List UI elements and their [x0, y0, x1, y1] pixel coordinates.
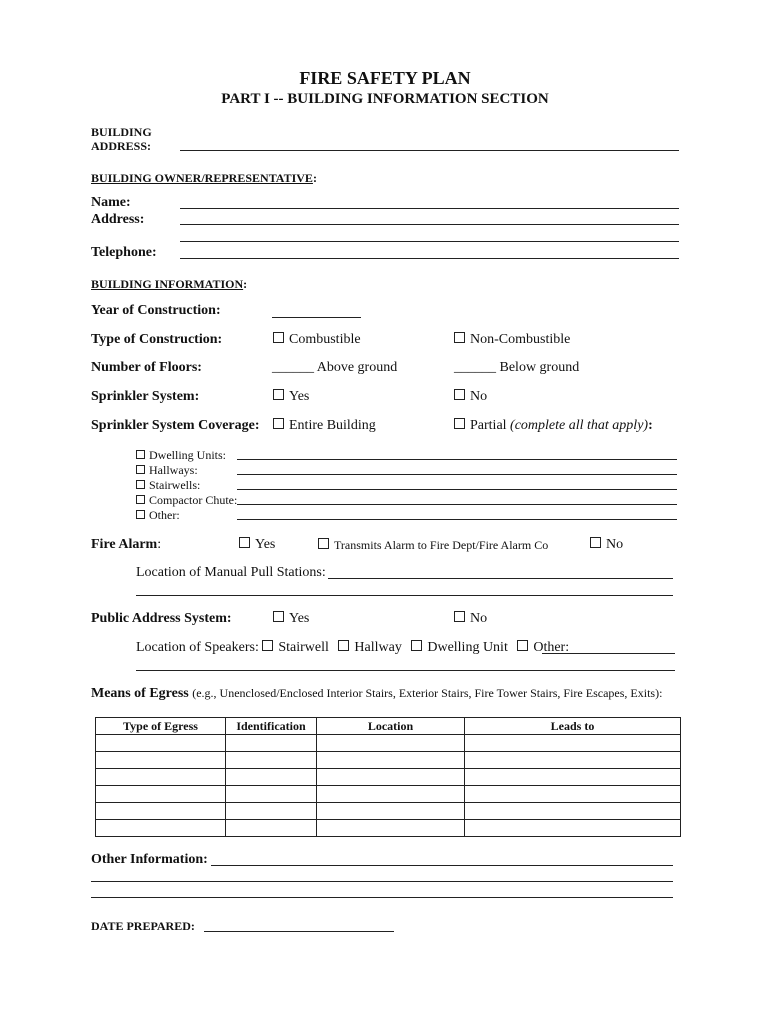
- entire-building-checkbox[interactable]: [273, 418, 284, 429]
- other-info-field-2[interactable]: [91, 881, 673, 882]
- fire-alarm-yes-option[interactable]: [239, 537, 275, 553]
- table-row: [96, 786, 681, 803]
- area-stairwells[interactable]: Stairwells:: [136, 478, 200, 493]
- area-other-field[interactable]: [237, 519, 677, 520]
- egress-cell[interactable]: [465, 803, 681, 820]
- pa-yes-checkbox[interactable]: [273, 611, 284, 622]
- speakers-label: Location of Speakers:: [136, 640, 259, 655]
- egress-cell[interactable]: [226, 752, 317, 769]
- table-row: [96, 820, 681, 837]
- area-compactor-chute-checkbox[interactable]: [136, 495, 145, 504]
- other-info-label: Other Information:: [91, 852, 208, 867]
- egress-cell[interactable]: [96, 820, 226, 837]
- fire-alarm-no-label: No: [606, 537, 624, 552]
- form-subtitle: PART I -- BUILDING INFORMATION SECTION: [221, 91, 549, 107]
- fire-alarm-yes-checkbox[interactable]: [239, 537, 250, 548]
- owner-name-field[interactable]: [180, 208, 679, 209]
- pa-no-option[interactable]: [454, 611, 487, 627]
- non-combustible-option[interactable]: [454, 332, 570, 348]
- egress-cell[interactable]: [96, 752, 226, 769]
- area-dwelling-units-field[interactable]: [237, 459, 677, 460]
- egress-cell[interactable]: [317, 803, 465, 820]
- area-other[interactable]: Other:: [136, 508, 180, 523]
- above-ground-field[interactable]: ______ Above ground: [272, 360, 398, 375]
- sprinkler-yes-option[interactable]: [273, 389, 309, 405]
- combustible-label: Combustible: [289, 332, 361, 347]
- speakers-row: [136, 640, 569, 656]
- date-prepared-label: DATE PREPARED:: [91, 919, 195, 933]
- egress-cell[interactable]: [226, 769, 317, 786]
- sprinkler-no-checkbox[interactable]: [454, 389, 465, 400]
- area-compactor-chute-field[interactable]: [237, 504, 677, 505]
- type-construction-label: Type of Construction:: [91, 332, 223, 347]
- egress-header-row: [96, 718, 681, 735]
- area-dwelling-units-checkbox[interactable]: [136, 450, 145, 459]
- owner-telephone-label: Telephone:: [91, 245, 157, 260]
- partial-label: Partial: [470, 418, 507, 433]
- partial-checkbox[interactable]: [454, 418, 465, 429]
- combustible-checkbox[interactable]: [273, 332, 284, 343]
- other-info-field-3[interactable]: [91, 897, 673, 898]
- pull-stations-field-2[interactable]: [136, 595, 673, 596]
- egress-heading: Means of Egress (e.g., Unenclosed/Enclosed Interior Stairs, Exterior Stairs, Fire Tower Stairs, Fire Escapes, Exits):: [91, 686, 663, 701]
- pa-no-checkbox[interactable]: [454, 611, 465, 622]
- egress-col-type: Type of Egress: [96, 718, 226, 735]
- egress-cell[interactable]: [317, 752, 465, 769]
- area-hallways-field[interactable]: [237, 474, 677, 475]
- table-row: [96, 735, 681, 752]
- egress-cell[interactable]: [317, 786, 465, 803]
- entire-building-label: Entire Building: [289, 418, 376, 433]
- owner-address-field[interactable]: [180, 224, 679, 225]
- sprinkler-yes-checkbox[interactable]: [273, 389, 284, 400]
- sprinkler-no-option[interactable]: [454, 389, 487, 405]
- area-stairwells-field[interactable]: [237, 489, 677, 490]
- area-other-checkbox[interactable]: [136, 510, 145, 519]
- egress-cell[interactable]: [96, 735, 226, 752]
- other-info-field[interactable]: [211, 865, 673, 866]
- area-dwelling-units[interactable]: Dwelling Units:: [136, 448, 226, 463]
- building-address-field[interactable]: [180, 150, 679, 151]
- egress-col-leads-to: Leads to: [465, 718, 681, 735]
- sprinkler-no-label: No: [470, 389, 488, 404]
- pa-no-label: No: [470, 611, 488, 626]
- partial-note: (complete all that apply): [510, 418, 649, 433]
- pa-yes-label: Yes: [289, 611, 310, 626]
- speaker-stairwell-checkbox[interactable]: [262, 640, 273, 651]
- non-combustible-label: Non-Combustible: [470, 332, 571, 347]
- partial-option[interactable]: Partial (complete all that apply):: [454, 418, 653, 434]
- egress-cell[interactable]: [465, 735, 681, 752]
- table-row: [96, 752, 681, 769]
- building-address-label: BUILDING ADDRESS:: [91, 125, 152, 153]
- speaker-other-checkbox[interactable]: [517, 640, 528, 651]
- year-construction-field[interactable]: [272, 317, 361, 318]
- public-address-label: Public Address System:: [91, 611, 232, 626]
- speaker-dwelling-unit-label: Dwelling Unit: [427, 640, 508, 655]
- sprinkler-yes-label: Yes: [289, 389, 310, 404]
- egress-cell[interactable]: [465, 752, 681, 769]
- fire-alarm-transmits-checkbox[interactable]: [318, 538, 329, 549]
- table-row: [96, 769, 681, 786]
- combustible-option[interactable]: [273, 332, 361, 348]
- fire-alarm-label: Fire Alarm:: [91, 537, 162, 552]
- speaker-hallway-checkbox[interactable]: [338, 640, 349, 651]
- owner-address-field-2[interactable]: [180, 241, 679, 242]
- egress-cell[interactable]: [465, 769, 681, 786]
- speaker-other-field[interactable]: [542, 653, 675, 654]
- pull-stations-label: Location of Manual Pull Stations:: [136, 565, 326, 580]
- speakers-field-2[interactable]: [136, 670, 675, 671]
- egress-cell[interactable]: [226, 786, 317, 803]
- fire-alarm-transmits-option[interactable]: [318, 538, 548, 553]
- sprinkler-coverage-label: Sprinkler System Coverage:: [91, 418, 260, 433]
- egress-col-location: Location: [317, 718, 465, 735]
- fire-alarm-transmits-label: Transmits Alarm to Fire Dept/Fire Alarm Co: [334, 538, 549, 552]
- fire-alarm-no-checkbox[interactable]: [590, 537, 601, 548]
- sprinkler-label: Sprinkler System:: [91, 389, 200, 404]
- egress-table: [95, 717, 681, 837]
- egress-cell[interactable]: [226, 735, 317, 752]
- pa-yes-option[interactable]: [273, 611, 309, 627]
- entire-building-option[interactable]: [273, 418, 376, 434]
- table-row: [96, 803, 681, 820]
- owner-telephone-field[interactable]: [180, 258, 679, 259]
- speaker-stairwell-label: Stairwell: [278, 640, 329, 655]
- egress-cell[interactable]: [317, 820, 465, 837]
- owner-name-label: Name:: [91, 195, 131, 210]
- owner-address-label: Address:: [91, 212, 145, 227]
- area-compactor-chute[interactable]: Compactor Chute:: [136, 493, 237, 508]
- egress-cell[interactable]: [465, 786, 681, 803]
- area-hallways[interactable]: Hallways:: [136, 463, 198, 478]
- egress-cell[interactable]: [226, 803, 317, 820]
- area-hallways-checkbox[interactable]: [136, 465, 145, 474]
- egress-col-identification: Identification: [226, 718, 317, 735]
- egress-cell[interactable]: [317, 769, 465, 786]
- form-title: FIRE SAFETY PLAN: [299, 68, 471, 88]
- pull-stations-field[interactable]: [328, 578, 673, 579]
- fire-alarm-no-option[interactable]: [590, 537, 623, 553]
- non-combustible-checkbox[interactable]: [454, 332, 465, 343]
- egress-cell[interactable]: [226, 820, 317, 837]
- building-info-heading: BUILDING INFORMATION:: [91, 277, 248, 291]
- egress-cell[interactable]: [96, 803, 226, 820]
- egress-cell[interactable]: [465, 820, 681, 837]
- owner-section-heading: BUILDING OWNER/REPRESENTATIVE:: [91, 171, 317, 185]
- year-construction-label: Year of Construction:: [91, 303, 221, 318]
- egress-cell[interactable]: [96, 769, 226, 786]
- area-stairwells-checkbox[interactable]: [136, 480, 145, 489]
- speaker-other-label: Other:: [533, 640, 570, 655]
- egress-cell[interactable]: [317, 735, 465, 752]
- floors-label: Number of Floors:: [91, 360, 202, 375]
- speaker-hallway-label: Hallway: [354, 640, 402, 655]
- date-prepared-field[interactable]: [204, 931, 394, 932]
- speaker-dwelling-unit-checkbox[interactable]: [411, 640, 422, 651]
- fire-alarm-yes-label: Yes: [255, 537, 276, 552]
- egress-cell[interactable]: [96, 786, 226, 803]
- below-ground-field[interactable]: ______ Below ground: [454, 360, 580, 375]
